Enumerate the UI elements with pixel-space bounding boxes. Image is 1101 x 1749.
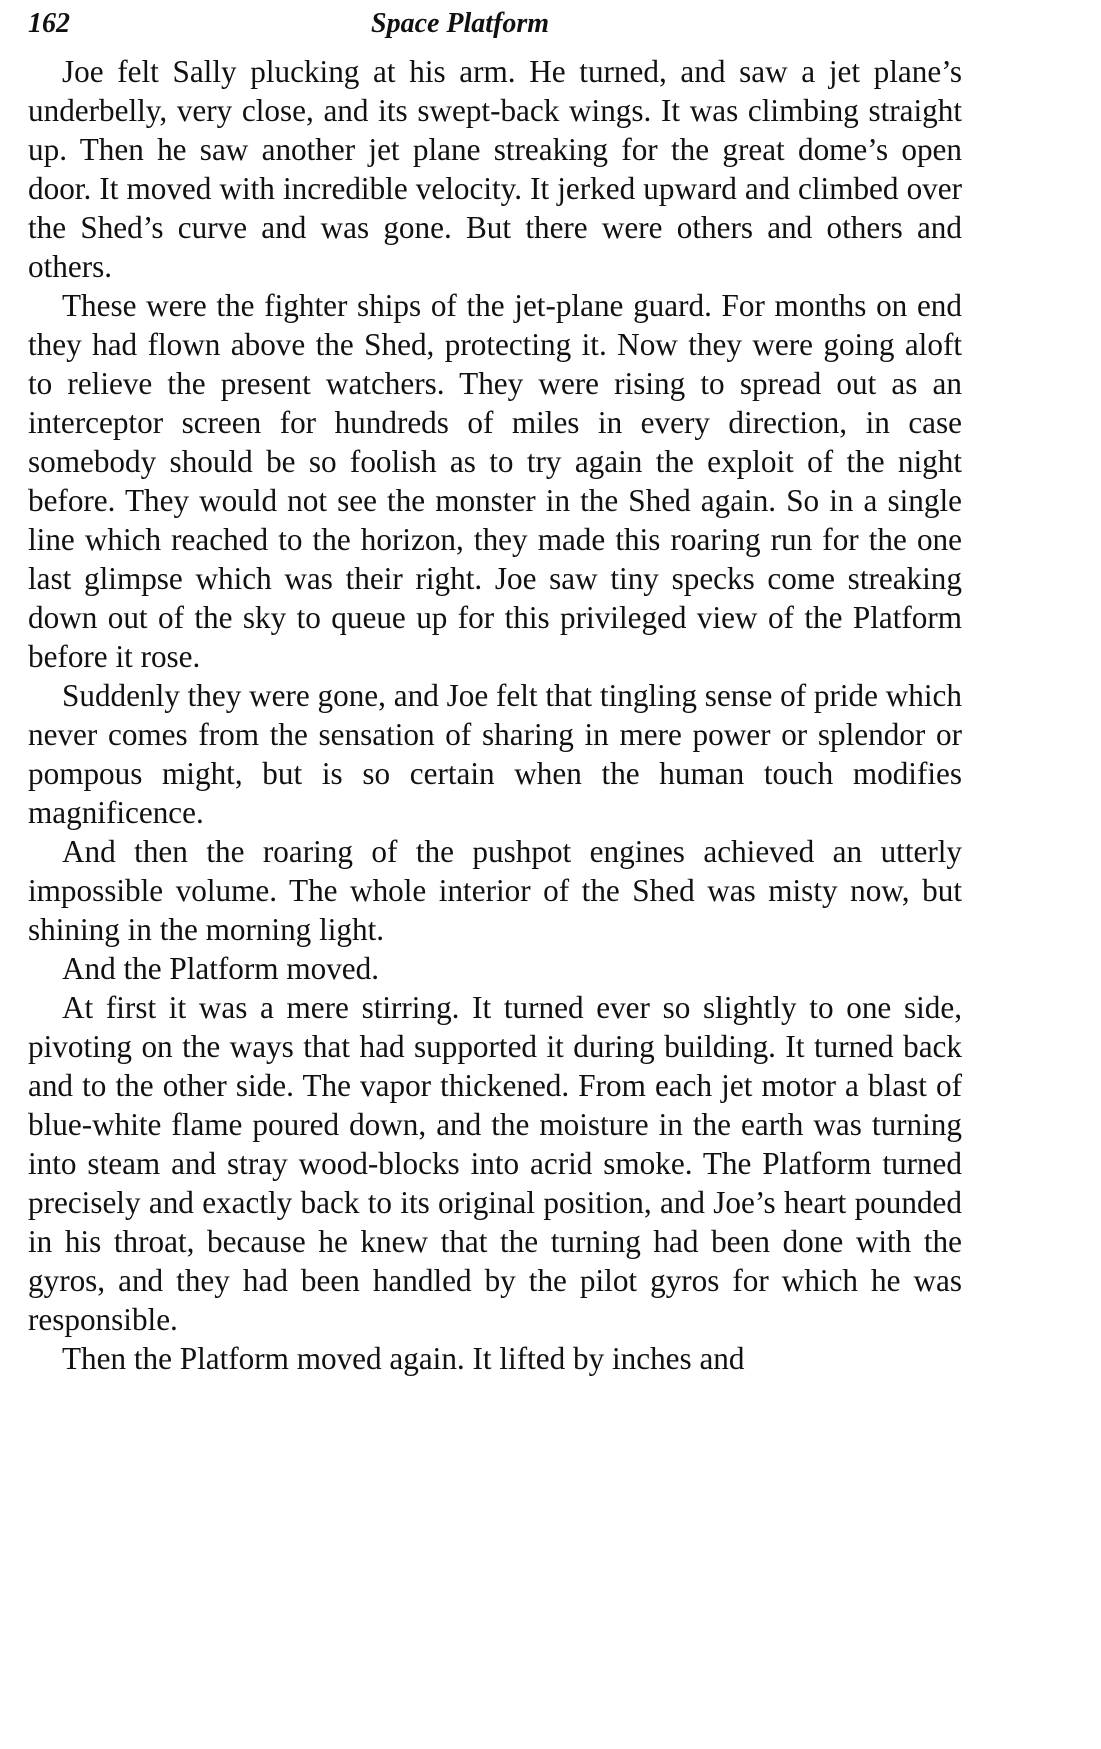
paragraph: And the Platform moved. — [62, 951, 380, 986]
paragraph: At first it was a mere stirring. It turned ever so slightly to one side, pivoting on the ways that had supported it during building. It turned back and to the other side. The vapor thickened. From each jet motor a blast of blue-white flame poured down, and the moisture in the earth was turning into steam and stray wood-blocks into acrid smoke. The Platform turned precisely and exactly back to its original position, and Joe’s heart pounded in his throat, because he knew that the turning had been done with the gyros, and they had been handled by the pilot gyros for which he was responsible. — [28, 990, 962, 1337]
paragraph: Suddenly they were gone, and Joe felt that tingling sense of pride which never comes from the sensation of sharing in mere power or splendor or pompous might, but is so certain when the human touch modifies magnificence. — [28, 678, 962, 830]
paragraph: These were the fighter ships of the jet-plane guard. For months on end they had flown above the Shed, protecting it. Now they were going aloft to relieve the present watchers. They were rising to spread out as an interceptor screen for hundreds of miles in every direction, in case somebody should be so foolish as to try again the exploit of the night before. They would not see the monster in the Shed again. So in a single line which reached to the horizon, they made this roaring run for the one last glimpse which was their right. Joe saw tiny specks come streaking down out of the sky to queue up for this privileged view of the Platform before it rose. — [28, 288, 962, 674]
book-page — [28, 8, 962, 1378]
page-number: 162 — [28, 8, 70, 39]
book-title: Space Platform — [371, 8, 550, 39]
body-text — [28, 52, 962, 1378]
paragraph: Then the Platform moved again. It lifted by inches and — [62, 1341, 745, 1376]
paragraph: Joe felt Sally plucking at his arm. He turned, and saw a jet plane’s underbelly, very close, and its swept-back wings. It was climbing straight up. Then he saw another jet plane streaking for the great dome’s open door. It moved with incredible velocity. It jerked upward and climbed over the Shed’s curve and was gone. But there were others and others and others. — [28, 54, 962, 284]
paragraph: And then the roaring of the pushpot engines achieved an utterly impossible volume. The whole interior of the Shed was misty now, but shining in the morning light. — [28, 834, 962, 947]
running-head — [28, 8, 962, 52]
